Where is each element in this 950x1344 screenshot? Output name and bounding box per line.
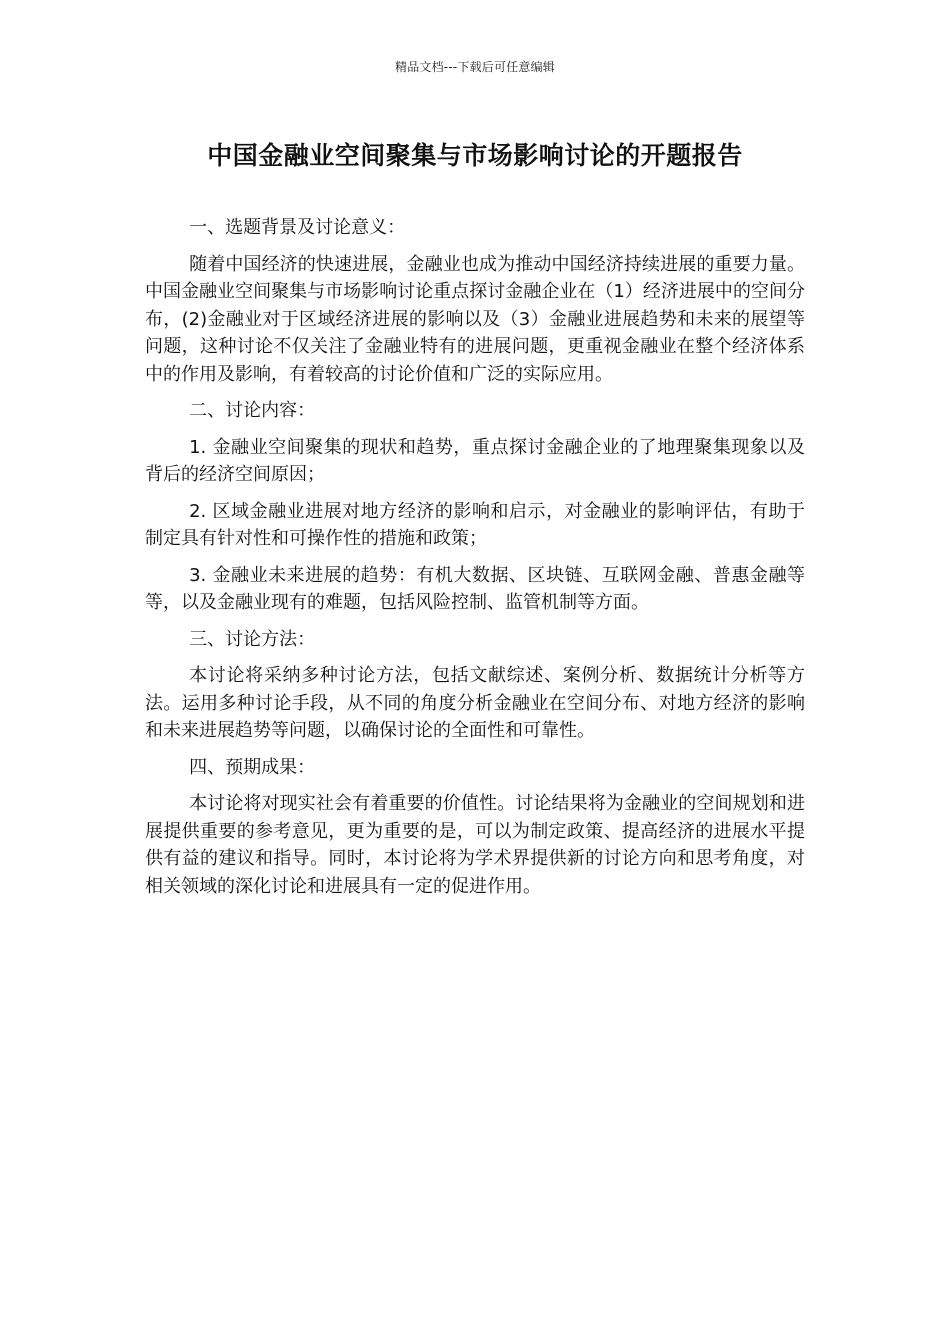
- document-title: 中国金融业空间聚集与市场影响讨论的开题报告: [207, 141, 743, 170]
- paragraph-content-item-1: 1. 金融业空间聚集的现状和趋势，重点探讨金融企业的了地理聚集现象以及背后的经济空间原因；: [145, 436, 805, 485]
- paragraph-methods: 本讨论将采纳多种讨论方法，包括文献综述、案例分析、数据统计分析等方法。运用多种讨论手段，从不同的角度分析金融业在空间分布、对地方经济的影响和未来进展趋势等问题，以确保讨论的全面性和可靠性。: [145, 665, 805, 741]
- paragraph-content-item-2: 2. 区域金融业进展对地方经济的影响和启示，对金融业的影响评估，有助于制定具有针对性和可操作性的措施和政策；: [145, 500, 805, 549]
- document-body: [145, 214, 805, 909]
- header-note: 精品文档---下载后可任意编辑: [395, 60, 555, 74]
- section-heading-methods: 三、讨论方法：: [189, 628, 316, 650]
- section-heading-outcomes: 四、预期成果：: [189, 756, 316, 778]
- paragraph-content-item-3: 3. 金融业未来进展的趋势：有机大数据、区块链、互联网金融、普惠金融等等，以及金融业现有的难题，包括风险控制、监管机制等方面。: [145, 564, 805, 613]
- paragraph-outcomes: 本讨论将对现实社会有着重要的价值性。讨论结果将为金融业的空间规划和进展提供重要的参考意见，更为重要的是，可以为制定政策、提高经济的进展水平提供有益的建议和指导。同时，本讨论将为学术界提供新的讨论方向和思考角度，对相关领域的深化讨论和进展具有一定的促进作用。: [145, 793, 805, 897]
- section-heading-background: 一、选题背景及讨论意义：: [189, 217, 406, 238]
- section-heading-content: 二、讨论内容：: [189, 400, 316, 421]
- paragraph-background: 随着中国经济的快速进展，金融业也成为推动中国经济持续进展的重要力量。中国金融业空间聚集与市场影响讨论重点探讨金融企业在（1）经济进展中的空间分布，(2)金融业对于区域经济进展的影响以及（3）金融业进展趋势和未来的展望等问题，这种讨论不仅关注了金融业特有的进展问题，更重视金融业在整个经济体系中的作用及影响，有着较高的讨论价值和广泛的实际应用。: [145, 253, 805, 385]
